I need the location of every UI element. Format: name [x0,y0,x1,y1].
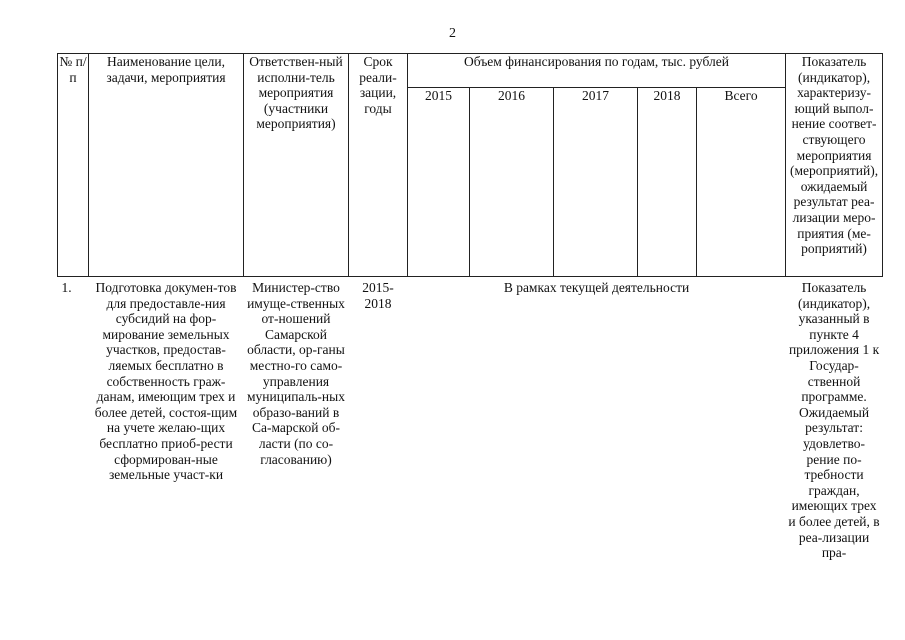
header-year-2016: 2016 [470,88,554,277]
row-indicator: Показатель (индикатор), указанный в пункте 4 приложения 1 к Государ-ственной программе. Ожидаемый результат: удовлетво-рение по-требности граждан, имеющих трех и более детей, в реа-лизации пра- [788,280,880,561]
header-executor: Ответствен-ный исполни-тель мероприятия (участники мероприятия) [244,54,349,277]
program-table [57,53,883,561]
table-row [58,277,883,561]
header-year-total: Всего [697,88,786,277]
header-name: Наименование цели, задачи, мероприятия [89,54,244,277]
header-indicator: Показатель (индикатор), характеризу-ющий выпол-нение соответ-ствующего мероприятия (мероприятий), ожидаемый результат реа-лизации меро-приятия (ме-роприятий) [786,54,883,277]
row-executor: Министер-ство имуще-ственных от-ношений Самарской области, ор-ганы местно-го само-управления муниципаль-ных образо-ваний в Са-марской об-ласти (по со-гласованию) [247,280,345,467]
header-year-2018: 2018 [638,88,697,277]
header-num: № п/п [58,54,89,277]
header-year-2017: 2017 [554,88,638,277]
row-funding-note: В рамках текущей деятельности [503,280,690,295]
header-funding: Объем финансирования по годам, тыс. рублей [408,54,786,88]
page-number: 2 [449,26,456,41]
row-term: 2015-2018 [362,280,394,311]
row-name: Подготовка докумен-тов для предоставле-ния субсидий на фор-мирование земельных участков, предостав-ляемых бесплатно в собственность граж-данам, имеющим трех и более детей, состоя-щим на учете желаю-щих бесплатно приоб-рести сформирован-ные земельные участ-ки [94,280,238,483]
header-year-2015: 2015 [408,88,470,277]
header-row [58,54,883,88]
header-term: Срок реали-зации, годы [349,54,408,277]
row-num: 1. [61,280,72,295]
